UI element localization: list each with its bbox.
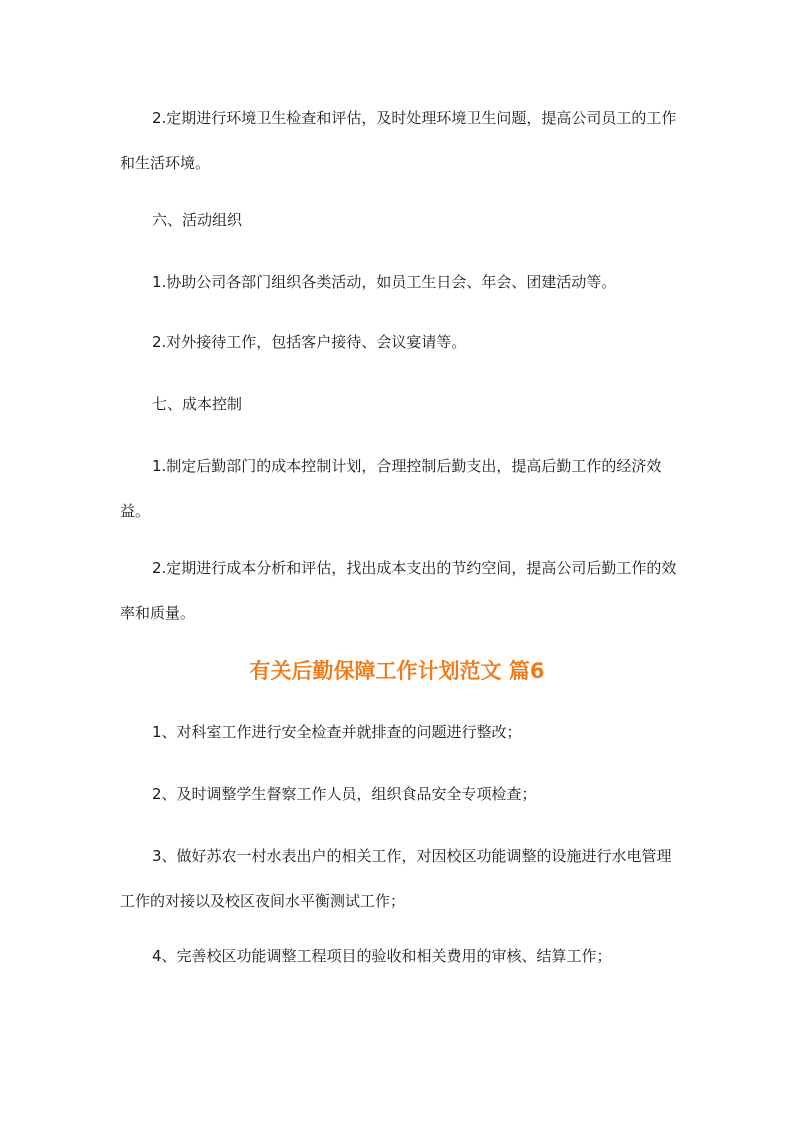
- section-title-cost-control: 七、成本控制: [152, 395, 243, 413]
- list-item-safety-inspection: 1、对科室工作进行安全检查并就排查的问题进行整改；: [152, 723, 522, 741]
- paragraph-environment-inspection: 2.定期进行环境卫生检查和评估，及时处理环境卫生问题，提高公司员工的工作和生活环境。: [120, 109, 677, 172]
- list-item-water-meter: 3、做好苏农一村水表出户的相关工作，对因校区功能调整的设施进行水电管理工作的对接以及校区夜间水平衡测试工作；: [120, 847, 672, 910]
- paragraph-organize-activities: 1.协助公司各部门组织各类活动，如员工生日会、年会、团建活动等。: [152, 273, 617, 291]
- paragraph-cost-control-plan: 1.制定后勤部门的成本控制计划，合理控制后勤支出，提高后勤工作的经济效益。: [120, 457, 662, 520]
- list-item-project-acceptance: 4、完善校区功能调整工程项目的验收和相关费用的审核、结算工作；: [152, 947, 612, 965]
- paragraph-cost-analysis: 2.定期进行成本分析和评估，找出成本支出的节约空间，提高公司后勤工作的效率和质量。: [120, 559, 677, 622]
- paragraph-external-reception: 2.对外接待工作，包括客户接待、会议宴请等。: [152, 333, 467, 351]
- section-heading: 有关后勤保障工作计划范文 篇6: [249, 659, 545, 683]
- section-title-activity-organization: 六、活动组织: [152, 211, 243, 229]
- list-item-adjust-inspectors: 2、及时调整学生督察工作人员，组织食品安全专项检查；: [152, 785, 537, 803]
